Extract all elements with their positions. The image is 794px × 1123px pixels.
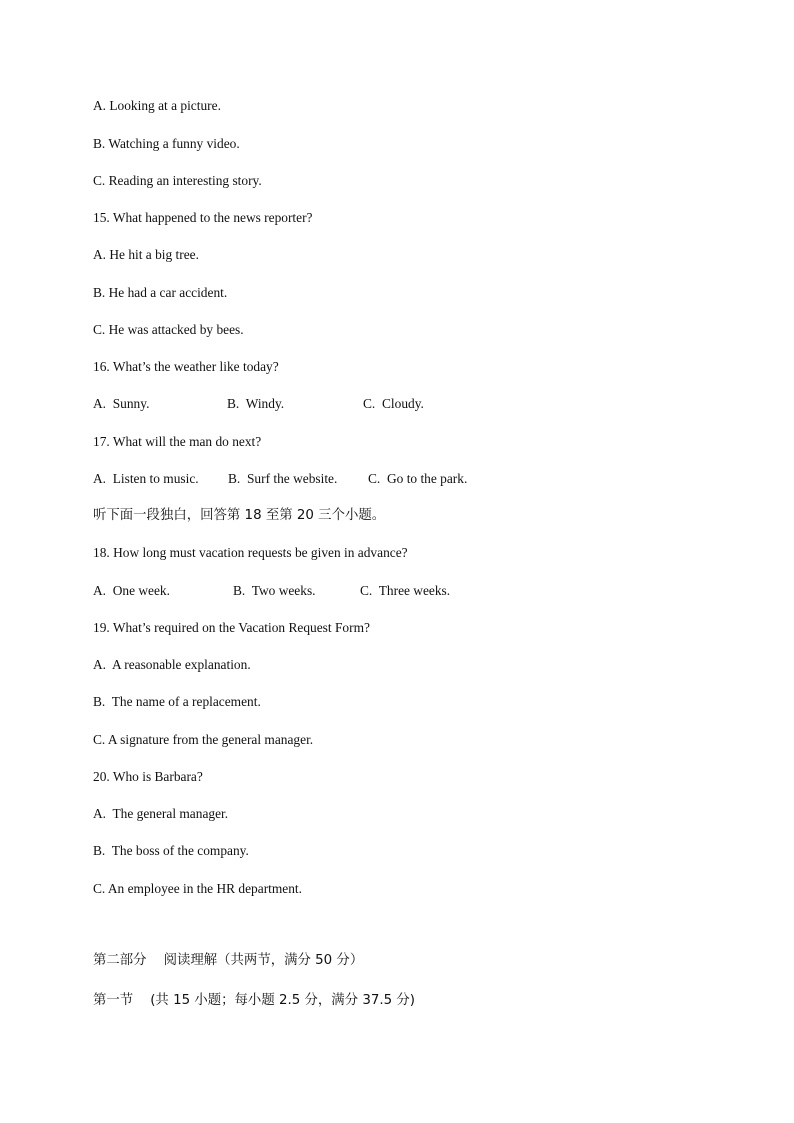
q15-option-a: A. He hit a big tree.	[93, 247, 199, 262]
q17-option-a: A. Listen to music.	[93, 471, 199, 486]
q15-option-b: B. He had a car accident.	[93, 285, 228, 300]
part2-heading: 第二部分 阅读理解（共两节，满分 50 分）	[93, 953, 364, 968]
q16-option-a: A. Sunny.	[93, 396, 150, 411]
q18-option-a: A. One week.	[93, 583, 170, 598]
section1-heading: 第一节 (共 15 小题；每小题 2.5 分，满分 37.5 分)	[93, 993, 416, 1008]
q17-option-b: B. Surf the website.	[228, 471, 338, 486]
q19-option-a: A. A reasonable explanation.	[93, 657, 251, 672]
q17-option-c: C. Go to the park.	[368, 471, 468, 486]
q16-option-c: C. Cloudy.	[363, 396, 424, 411]
q14-option-c: C. Reading an interesting story.	[93, 173, 262, 188]
q19-option-b: B. The name of a replacement.	[93, 694, 261, 709]
q18-option-b: B. Two weeks.	[233, 583, 316, 598]
q19-question: 19. What’s required on the Vacation Request Form?	[93, 620, 370, 635]
monologue-instruction: 听下面一段独白，回答第 18 至第 20 三个小题。	[93, 508, 386, 523]
q14-option-a: A. Looking at a picture.	[93, 98, 221, 113]
q20-option-a: A. The general manager.	[93, 806, 229, 821]
q15-question: 15. What happened to the news reporter?	[93, 210, 313, 225]
q18-question: 18. How long must vacation requests be given in advance?	[93, 545, 408, 560]
q16-option-b: B. Windy.	[227, 396, 285, 411]
q15-option-c: C. He was attacked by bees.	[93, 322, 244, 337]
q19-option-c: C. A signature from the general manager.	[93, 732, 314, 747]
q18-option-c: C. Three weeks.	[360, 583, 451, 598]
q17-question: 17. What will the man do next?	[93, 434, 262, 449]
q20-question: 20. Who is Barbara?	[93, 769, 203, 784]
q20-option-b: B. The boss of the company.	[93, 843, 249, 858]
q20-option-c: C. An employee in the HR department.	[93, 881, 302, 896]
q16-question: 16. What’s the weather like today?	[93, 359, 279, 374]
q14-option-b: B. Watching a funny video.	[93, 136, 240, 151]
